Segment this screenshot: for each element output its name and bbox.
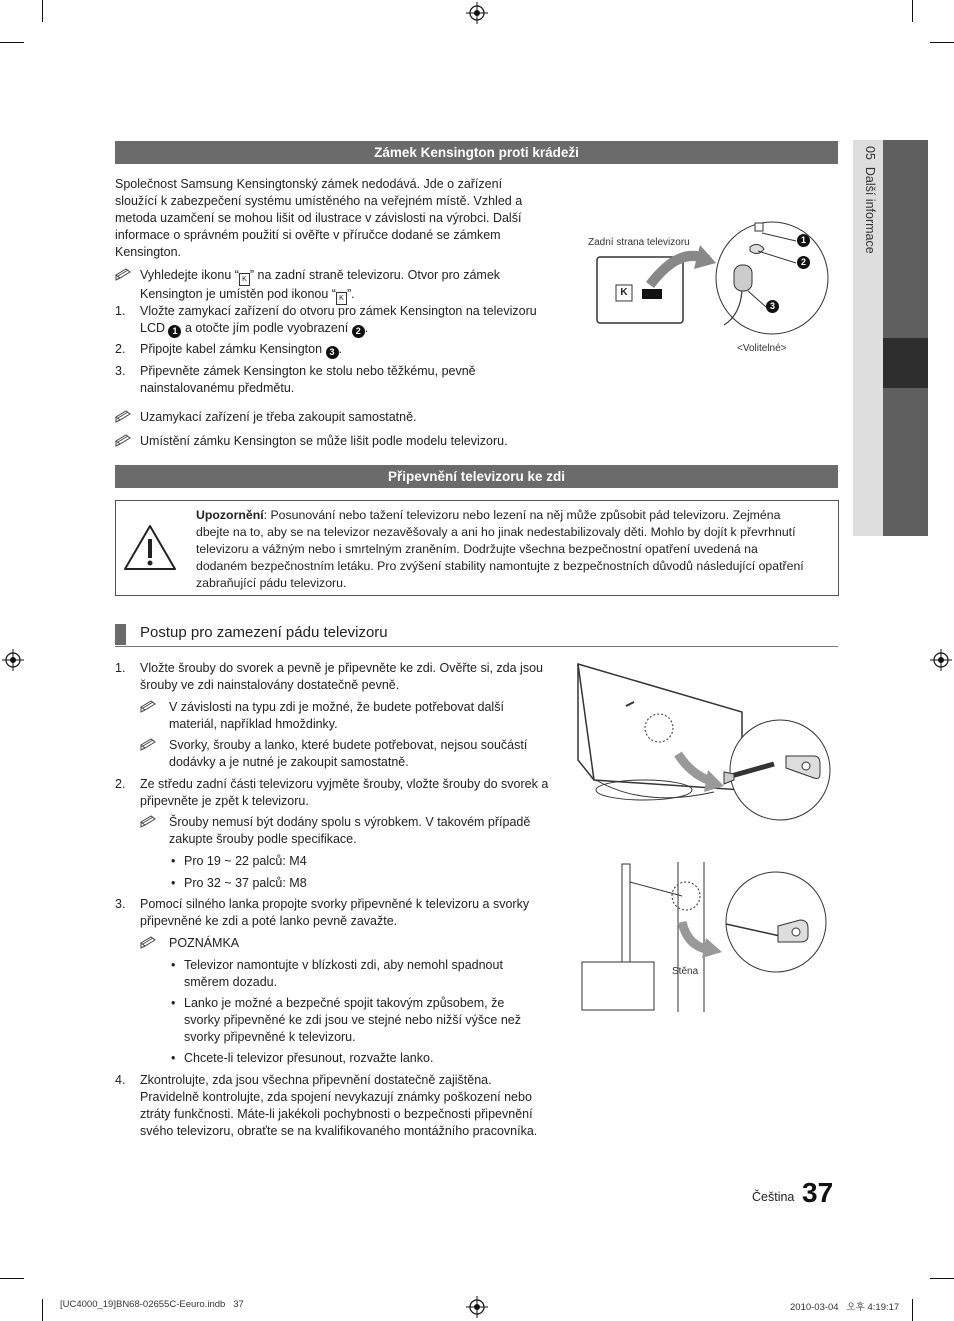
step-number: 3. — [115, 364, 126, 378]
note-bullet-3: Chcete-li televizor přesunout, rozvažte lanko. — [184, 1051, 434, 1065]
figure-k-label: K — [620, 287, 628, 298]
procedure-step-2-note: Šrouby nemusí být dodány spolu s výrobkem. V takovém případě zakupte šrouby podle specifikace. — [169, 815, 531, 846]
step-number: 3. — [115, 897, 126, 911]
print-slug-date: 2010-03-04 오후 4:19:17 — [790, 1302, 900, 1313]
bullet-dot: • — [171, 958, 176, 972]
screw-spec-small: Pro 19 ~ 22 palců: M4 — [184, 854, 307, 868]
section-title-kensington: Zámek Kensington proti krádeži — [115, 141, 838, 164]
subsection-rule — [115, 646, 838, 647]
kensington-note-1: Vyhledejte ikonu “ K ” na zadní straně televizoru. Otvor pro zámek Kensington je umístěn pod ikonou “ K ”. — [140, 267, 560, 305]
kensington-step-3: Připevněte zámek Kensington ke stolu nebo těžkému, pevně nainstalovanému předmětu. — [140, 364, 476, 395]
procedure-note-heading: POZNÁMKA — [169, 936, 240, 950]
subsection-marker — [115, 624, 126, 645]
callout-badge-2: 2 — [352, 325, 365, 338]
figure-badge-1: 1 — [797, 234, 810, 247]
kensington-note-2: Uzamykací zařízení je třeba zakoupit samostatně. — [140, 410, 417, 424]
bullet-dot: • — [171, 876, 176, 890]
figure-badge-3: 3 — [766, 300, 779, 313]
procedure-step-1: Vložte šrouby do svorek a pevně je připevněte ke zdi. Ověřte si, zda jsou šrouby ve zdi nainstalovány dostatečně pevně. — [140, 661, 543, 692]
note-bullet-2: Lanko je možné a bezpečné spojit takovým způsobem, že svorky připevněné ke zdi jsou ve stejné nebo nižší výšce než svorky připevněné k televizoru. — [184, 996, 521, 1044]
step-number: 2. — [115, 342, 126, 356]
section-title-wall-mount: Připevnění televizoru ke zdi — [115, 465, 838, 488]
bullet-dot: • — [171, 1051, 176, 1065]
kensington-illustration — [590, 205, 830, 345]
bullet-dot: • — [171, 996, 176, 1010]
warning-icon — [122, 523, 178, 573]
page-number: 37 — [802, 1177, 834, 1208]
registration-mark-left — [2, 649, 24, 671]
kensington-intro: Společnost Samsung Kensingtonský zámek nedodává. Jde o zařízení sloužící k zabezpečení systému umístěného na veřejném místě. Vzhled a metoda uzamčení se mohou lišit od ilustrace v závislosti na výrobci. Další informace o správném použití si ověřte v příručce dodané se zámkem Kensington. — [115, 177, 523, 259]
step-number: 1. — [115, 661, 126, 675]
kensington-lock-icon: K — [239, 273, 250, 286]
chapter-title: Další informace — [863, 166, 877, 254]
note-icon — [140, 935, 158, 949]
step-number: 1. — [115, 304, 126, 318]
sidebar-tab-active — [883, 338, 928, 388]
kensington-note-3: Umístění zámku Kensington se může lišit podle modelu televizoru. — [140, 434, 508, 448]
registration-mark-bottom — [466, 1296, 488, 1318]
note-icon — [115, 409, 133, 423]
procedure-step-4: Zkontrolujte, zda jsou všechna připevnění dostatečně zajištěna. Pravidelně kontrolujte, zda spojení nevykazují známky poškození nebo ztráty funkčnosti. Máte-li jakékoli pochybnosti o bezpečnosti připevnění svého televizoru, obraťte se na kvalifikovaného montážního pracovníka. — [140, 1073, 538, 1138]
sidebar-tab-upper — [883, 140, 928, 338]
tv-back-illustration — [574, 660, 840, 830]
wall-mount-illustration — [578, 862, 830, 1012]
note-icon — [140, 699, 158, 713]
procedure-step-3: Pomocí silného lanka propojte svorky připevněné k televizoru a svorky připevněné ke zdi a poté lanko pevně zavažte. — [140, 897, 530, 928]
note-icon — [140, 814, 158, 828]
sidebar-tab-lower — [883, 388, 928, 536]
callout-badge-3: 3 — [326, 346, 339, 359]
figure-badge-2: 2 — [797, 256, 810, 269]
kensington-step-2: Připojte kabel zámku Kensington 3 . — [140, 342, 343, 357]
note-icon — [140, 737, 158, 751]
step-number: 4. — [115, 1073, 126, 1087]
subsection-title: Postup pro zamezení pádu televizoru — [140, 624, 388, 641]
caption-optional: <Volitelné> — [737, 343, 787, 354]
print-slug-file: [UC4000_19]BN68-02655C-Eeuro.indb 37 — [60, 1299, 244, 1310]
warning-text: Upozornění: Posunování nebo tažení televizoru nebo lezení na něj může způsobit pád televizoru. Zejména dbejte na to, aby se na televizor nezavěšovaly a ani ho jinak nedestabilizovaly děti. Mohlo by dojít k převrhnutí televizoru a vážným nebo i smrtelným zraněním. Dodržujte všechna bezpečnostní opatření uvedená na dodaném bezpečnostním letáku. Pro zvýšení stability namontujte z bezpečnostních důvodů následující opatření zabraňující pádu televizoru. — [196, 508, 804, 590]
screw-spec-large: Pro 32 ~ 37 palců: M8 — [184, 876, 307, 890]
registration-mark-top — [466, 2, 488, 24]
registration-mark-right — [930, 649, 952, 671]
note-icon — [115, 433, 133, 447]
procedure-step-1-note-2: Svorky, šrouby a lanko, které budete potřebovat, nejsou součástí dodávky a je nutné je zakoupit samostatně. — [169, 738, 528, 769]
caption-back-of-tv: Zadní strana televizoru — [588, 237, 690, 248]
callout-badge-1: 1 — [168, 325, 181, 338]
procedure-step-2: Ze středu zadní části televizoru vyjměte šrouby, vložte šrouby do svorek a připevněte je zpět k televizoru. — [140, 777, 549, 808]
bullet-dot: • — [171, 854, 176, 868]
step-number: 2. — [115, 777, 126, 791]
note-bullet-1: Televizor namontujte v blízkosti zdi, aby nemohl spadnout směrem dozadu. — [184, 958, 503, 989]
chapter-number: 05 — [863, 146, 877, 160]
footer-language: Čeština — [752, 1190, 795, 1204]
kensington-step-1: Vložte zamykací zařízení do otvoru pro zámek Kensington na televizoru LCD 1 a otočte jím podle vyobrazení 2 . — [140, 304, 537, 336]
wall-label: Stěna — [672, 966, 699, 977]
note-icon — [115, 267, 133, 281]
procedure-step-1-note-1: V závislosti na typu zdi je možné, že budete potřebovat další materiál, například hmoždinky. — [169, 700, 504, 731]
kensington-lock-icon: K — [336, 292, 347, 305]
chapter-label — [859, 146, 879, 346]
